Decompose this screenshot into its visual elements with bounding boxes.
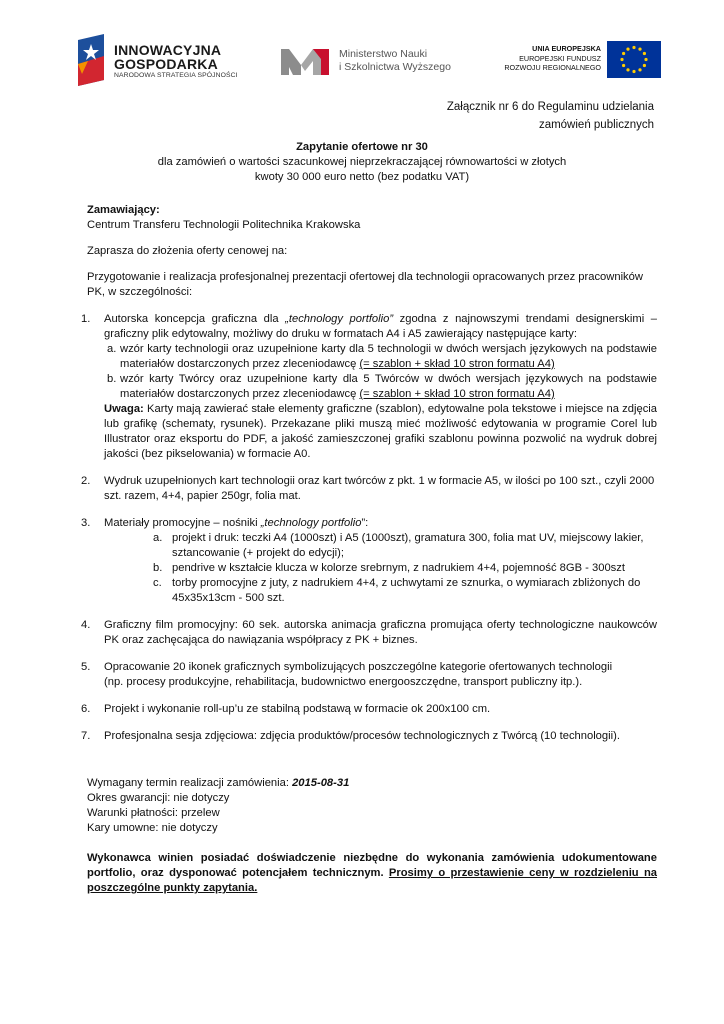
eu-line2: EUROPEJSKI FUNDUSZ <box>519 54 601 63</box>
innowacyjna-gospodarka-logo <box>76 34 246 86</box>
italic-phrase: „technology portfolio” <box>285 313 394 325</box>
intro-text: Przygotowanie i realizacja profesjonalnej prezentacji ofertowej dla technologii opracowanych przez pracowników PK, w szczególności: <box>87 271 643 298</box>
scope-item-4: 4. Graficzny film promocyjny: 60 sek. autorska animacja graficzna promująca oferty technologiczne naukowców PK oraz zachęcająca do nawiązania współpracy z PK + biznes. <box>81 619 657 646</box>
scope-item-2: 2. Wydruk uzupełnionych kart technologii oraz kart twórców z pkt. 1 w formacie A5, w ilości po 100 szt., czyli 2000 szt. razem, 4+4, papier 250gr, folia mat. <box>81 475 655 502</box>
scope-item-1: 1. Autorska koncepcja graficzna dla „technology portfolio” zgodna z najnowszymi trendami designerskimi – graficzny plik edytowalny, możliwy do druku w formatach A4 i A5 zawierający następujące karty: a. wzór karty technologii oraz uzupełnione karty dla 5 technologii w dwóch wersjach językowych na podstawie materiałów dostarczonych przez zleceniodawcę (= szablon + skład 10 stron formatu A4) b. wzór karty Twórcy oraz uzupełnione karty dla 5 Twórców w dwóch wersjach językowych na podstawie materiałów dostarczonych przez zleceniodawcę (= szablon + skład 10 stron formatu A4) Uwaga: Karty mają zawierać stałe elementy graficzne (szablon), edytowalne pola tekstowe i miejsce na zdjęcia lub grafikę (schematy, rysunek). Przekazane pliki muszą mieć możliwość edytowania w programie Corel lub Illustrator oraz eksportu do PDF, a jakość zamieszczonej grafiki szablonu powinna pozwolić na wydruk dobrej jakości (bez pikselowania) w formacie A0. <box>81 313 657 460</box>
eu-flag-icon <box>607 41 661 78</box>
terms-block <box>87 776 657 836</box>
italic-phrase: „technology portfolio <box>260 517 362 529</box>
scope-item-3: 3. Materiały promocyjne – nośniki „technology portfolio”: a. projekt i druk: teczki A4 (1000szt) i A5 (1000szt), gramatura 300, folia mat UV, miejscowy lakier, sztancowanie (+ projekt do edycji); b. pendrive w kształcie klucza w kolorze srebrnym, z nadrukiem 4+4, pojemność 8GB - 300szt c. torby promocyjne z juty, z nadrukiem 4+4, z uchwytami ze sznurka, o wymiarach zbliżonych do 45x35x13cm - 500 szt. <box>87 516 657 606</box>
deadline-value: 2015-08-31 <box>292 777 350 789</box>
ig-line2: GOSPODARKA <box>114 56 218 72</box>
eu-logo <box>501 41 661 81</box>
closing-underlined: Prosimy o przestawienie ceny w rozdzieleniu na poszczególne punkty zapytania. <box>87 867 657 894</box>
item-number: 6. <box>81 703 91 715</box>
item-number: 7. <box>81 730 91 742</box>
sub-list <box>104 342 657 402</box>
penalties-line: Kary umowne: nie dotyczy <box>87 822 218 834</box>
sub-item-a: a. wzór karty technologii oraz uzupełnione karty dla 5 technologii w dwóch wersjach językowych na podstawie materiałów dostarczonych przez zleceniodawcę (= szablon + skład 10 stron formatu A4) <box>107 343 657 370</box>
ig-flag-icon <box>76 34 106 86</box>
note-label: Uwaga: <box>104 403 144 415</box>
item-number: 4. <box>81 619 91 631</box>
sub-item-a: a. projekt i druk: teczki A4 (1000szt) i A5 (1000szt), gramatura 300, folia mat UV, miejscowy lakier, sztancowanie (+ projekt do edycji); <box>153 532 644 559</box>
ministry-line2: i Szkolnictwa Wyższego <box>339 61 451 73</box>
ministry-line1: Ministerstwo Nauki <box>339 48 428 60</box>
sub-item-c: c. torby promocyjne z juty, z nadrukiem 4+4, z uchwytami ze sznurka, o wymiarach zbliżonych do 45x35x13cm - 500 szt. <box>153 577 641 604</box>
underlined-note: (= szablon + skład 10 stron formatu A4) <box>359 358 555 370</box>
scope-item-6: 6. Projekt i wykonanie roll-up’u ze stabilną podstawą w formacie ok 200x100 cm. <box>81 703 491 715</box>
ministry-mark-icon <box>281 49 329 75</box>
buyer-label: Zamawiający: <box>87 204 160 216</box>
document-heading <box>0 140 724 185</box>
deadline-line: Wymagany termin realizacji zamówienia: 2015-08-31 <box>87 777 350 789</box>
ministry-logo <box>281 47 471 79</box>
scope-list <box>81 312 657 744</box>
warranty-line: Okres gwarancji: nie dotyczy <box>87 792 230 804</box>
invite-text: Zaprasza do złożenia oferty cenowej na: <box>87 245 288 257</box>
scope-item-5: 5. Opracowanie 20 ikonek graficznych symbolizujących poszczególne kategorie ofertowanych technologii (np. procesy produkcyjne, rehabilitacja, budownictwo energooszczędne, transport publiczny itp.). <box>81 661 613 688</box>
sub-item-b: b. pendrive w kształcie klucza w kolorze srebrnym, z nadrukiem 4+4, pojemność 8GB - 300szt <box>153 562 625 574</box>
annex-line2: zamówień publicznych <box>538 119 654 131</box>
ig-subtitle: NARODOWA STRATEGIA SPÓJNOŚCI <box>114 72 238 79</box>
buyer-name: Centrum Transferu Technologii Politechnika Krakowska <box>87 219 361 231</box>
heading-line2: dla zamówień o wartości szacunkowej nieprzekraczającej równowartości w złotych <box>157 156 567 168</box>
payment-line: Warunki płatności: przelew <box>87 807 220 819</box>
document-body <box>81 203 657 896</box>
sub-item-b: b. wzór karty Twórcy oraz uzupełnione karty dla 5 Twórców w dwóch wersjach językowych na podstawie materiałów dostarczonych przez zleceniodawcę (= szablon + skład 10 stron formatu A4) <box>107 373 657 400</box>
closing-paragraph: Wykonawca winien posiadać doświadczenie niezbędne do wykonania zamówienia udokumentowane portfolio, oraz dysponować potencjałem technicznym. Prosimy o przestawienie ceny w rozdzieleniu na poszczególne punkty zapytania. <box>87 852 657 894</box>
note-paragraph: Uwaga: Karty mają zawierać stałe elementy graficzne (szablon), edytowalne pola tekstowe i miejsce na zdjęcia lub grafikę (schematy, rysunek). Przekazane pliki muszą mieć możliwość edytowania w programie Corel lub Illustrator oraz eksportu do PDF, a jakość zamieszczonej grafiki szablonu powinna pozwolić na wydruk dobrej jakości (bez pikselowania) w formacie A0. <box>104 403 657 460</box>
eu-line1: UNIA EUROPEJSKA <box>532 44 601 53</box>
document-title: Zapytanie ofertowe nr 30 <box>296 141 428 153</box>
item-number: 1. <box>81 313 91 325</box>
ig-line1: INNOWACYJNA <box>114 42 222 58</box>
annex-note <box>447 98 654 134</box>
heading-line3: kwoty 30 000 euro netto (bez podatku VAT) <box>254 171 470 183</box>
sub-list <box>104 531 657 606</box>
underlined-note: (= szablon + skład 10 stron formatu A4) <box>359 388 555 400</box>
eu-line3: ROZWOJU REGIONALNEGO <box>504 63 601 72</box>
item-number: 2. <box>81 475 91 487</box>
item-number: 3. <box>81 517 91 529</box>
scope-item-7: 7. Profesjonalna sesja zdjęciowa: zdjęcia produktów/procesów technologicznych z Twórcą (10 technologii). <box>81 730 620 742</box>
item-number: 5. <box>81 661 91 673</box>
annex-line1: Załącznik nr 6 do Regulaminu udzielania <box>446 101 654 113</box>
header-logos <box>76 32 661 88</box>
